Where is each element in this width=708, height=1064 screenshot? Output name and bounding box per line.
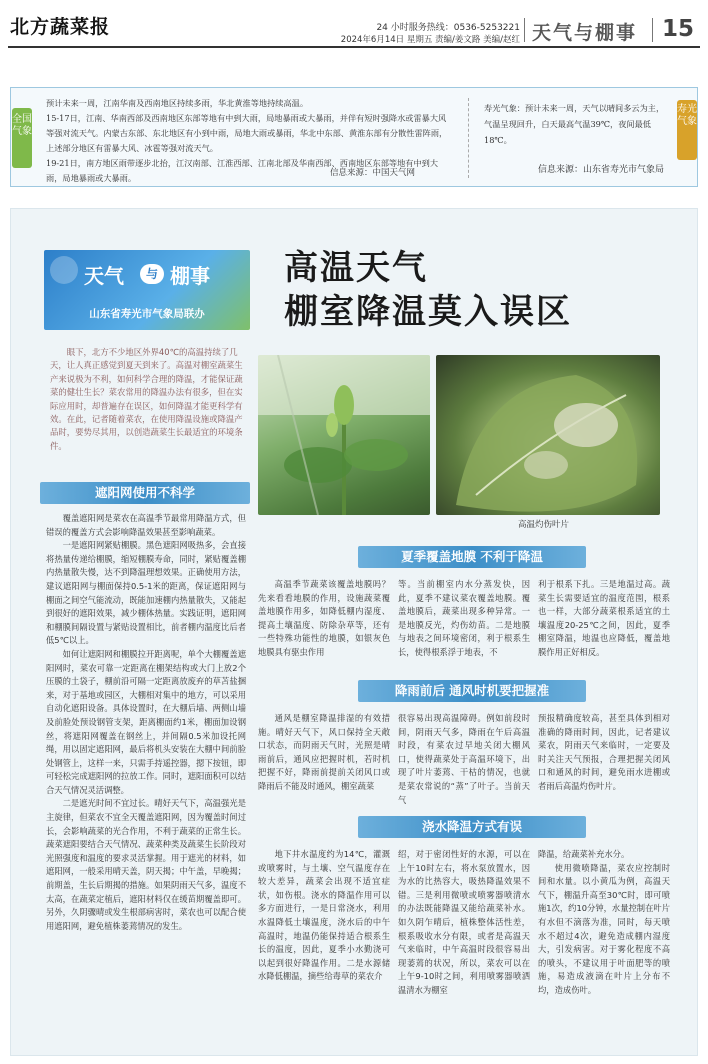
photo-caption: 高温灼伤叶片: [518, 520, 570, 530]
body-paragraph: 利于根系下扎。三是地温过高。蔬菜生长需要适宜的温度范围，根系也一样，大部分蔬菜根系适宜的土壤温度20-25℃之间，因此，夏季棚室降温，地温也应降低，覆盖地膜作用正好相反。: [538, 579, 670, 657]
body-paragraph: 降温，给蔬菜补充水分。: [538, 849, 630, 859]
scorched-leaf-photo: [436, 355, 660, 515]
cucumber-plant-photo: [258, 355, 430, 515]
headline: [284, 246, 572, 334]
section-watering-body-col-2: [398, 848, 530, 998]
body-paragraph: 绍，对于密闭性好的水源，可以在上午10时左右，将水泵放置水，因为水的比热容大，吸热降温效果不错。三是利用微喷或喷雾器喷清水的办法既能降温又能给蔬菜补水。如久阴乍晴后，植株整体活性差，根系吸收水分有限，或者是高温天气来临时，中午高温时段很容易出现萎蔫的状况，所以，菜农可以在上午9-10时之间，利用喷雾器喷洒温清水为棚室: [398, 849, 530, 995]
headline-line-2: 棚室降温莫入误区: [284, 292, 572, 332]
banner-subtitle: 山东省寿光市气象局联办: [89, 308, 205, 320]
section-mulch-body-col-1: [258, 578, 390, 660]
masthead-rule: [8, 46, 700, 48]
plant-illustration: [258, 355, 430, 515]
body-paragraph: 覆盖遮阳网是菜农在高温季节最常用降温方式，但错误的覆盖方式会影响降温效果甚至影响蔬菜。: [46, 513, 246, 537]
national-weather-tab: 全国气象: [12, 108, 32, 168]
section-header-shade-net: 遮阳网使用不科学: [40, 482, 250, 504]
body-paragraph: 等。当前棚室内水分蒸发快，因此，夏季不建议菜农覆盖地膜。覆盖地膜后，蔬菜出现多种异常。一是地膜反光，灼伤幼苗。二是地膜与地表之间环境密闭，利于根系生长，使得根系浮于地表，不: [398, 579, 530, 657]
banner-title-right: 棚事: [170, 264, 210, 288]
section-header-watering: 浇水降温方式有误: [358, 816, 586, 838]
cloud-icon: [50, 256, 78, 284]
column-banner: [44, 250, 250, 330]
divider: [468, 98, 469, 178]
divider: [652, 18, 653, 42]
section-ventilation-body-col-1: [258, 712, 390, 794]
national-weather-paragraph: 15-17日，江南、华南西部及西南地区东部等地有中到大雨，局地暴雨或大暴雨，并伴有短时强降水或雷暴大风等强对流天气。内蒙古东部、东北地区有小到中雨，局地大雨或暴雨，华北中东部、黄淮东部有分散性雷阵雨，上述部分地区有雷暴大风、冰雹等强对流天气。: [46, 113, 448, 153]
body-paragraph: 地下井水温度约为14℃，灌溉或喷雾时，与土壤、空气温度存在较大差异，蔬菜会出现不适宜症状，如伤根。浇水的降温作用可以多方面进行，一是日常浇水，利用水温降低土壤温度，浇水后的中午高温时，地温仍能保持适合根系生长的温度，因此，夏季小水勤浇可以起到很好降温作用。二是水源储水降低棚温，摘些给毒草的菜农介: [258, 849, 390, 982]
national-weather-paragraph: 预计未来一周，江南华南及西南地区持续多雨，华北黄淮等地持续高温。: [46, 98, 309, 108]
body-paragraph: 二是遮光时间不宜过长。晴好天气下，高温强光是主旋律，但菜农不宜全天覆盖遮阳网，因为覆盖时间过长，会影响蔬菜的光合作用，不利于蔬菜的正常生长。蔬菜遮阳要结合天气情况、蔬菜种类及蔬菜生长阶段对光照强度和温度的要求灵活掌握。用于遮光的材料，如遮阳网，一般采用晴天盖，阴天揭；中午盖，早晚揭；前期盖，生长后期揭的措施。如果阴雨天气多，温度不太高，在蔬菜定植后，遮阳材料仅在缓苗期覆盖即可。另外，久阴骤晴或发生根部病害时，菜农也可以配合使用遮阳网，避免植株萎蔫情况的发生。: [46, 798, 246, 931]
lead-paragraph: 眼下，北方不少地区外界40℃的高温持续了几天，让人真正感觉到夏天到来了。高温对棚室蔬菜生产来说极为不利，如何科学合理的降温，才能保证蔬菜的健壮生长？菜农常用的降温办法有很多，但在实际应用时，却普遍存在误区，如何降温才能更科学有效。在此，记者随着菜农，在使用降温设施或降温产品时，要势尽其用，以创造蔬菜生长最适宜的环境条件。: [50, 347, 243, 451]
page-number: 15: [662, 16, 695, 42]
section-header-mulch-film: 夏季覆盖地膜 不利于降温: [358, 546, 586, 568]
national-weather-source: 信息来源：中国天气网: [330, 168, 416, 178]
body-paragraph: 高温季节蔬菜该覆盖地膜吗？先来看看地膜的作用，设施蔬菜覆盖地膜作用多，如降低棚内湿度、提高土壤温度、防除杂草等，还有一些特殊功能性的地膜，如银灰色地膜具有驱虫作用: [258, 579, 390, 657]
headline-line-1: 高温天气: [284, 248, 428, 288]
section-watering-body-col-3: [538, 848, 670, 998]
section-mulch-body-col-3: [538, 578, 670, 660]
body-paragraph: 通风是棚室降温排湿的有效措施。晴好天气下，风口保持全天敞口状态，而阴雨天气时，光照是晴雨前后，通风应把握时机，若时机把握不好，降雨前提前关闭风口或降雨后不能及时通风，棚室蔬菜: [258, 713, 390, 791]
local-weather-tab: 寿光气象: [677, 100, 697, 160]
body-paragraph: 预报精确度较高，甚至具体到相对准确的降雨时间，因此，记者建议菜农，阴雨天气来临时，一定要及时关注天气预报，合理把握关闭风口和通风的时间，避免雨水进棚或者雨后高温灼伤叶片。: [538, 713, 670, 791]
body-paragraph: 使用微喷降温，菜农应控制时间和水量。以小黄瓜为例，高温天气下，棚温升高至30℃时，即可喷施1次，约10分钟，水量控制在叶片有水但不滴落为准，同时，每天喷水不超过4次，避免造成棚内湿度大，引发病害。对于雾化程度不高的喷头，不建议用于叶面肥等的喷施，易造成液滴在叶片上分布不均，造成伤叶。: [538, 862, 670, 995]
national-weather-paragraph: 19-21日，南方地区雨带逐步北抬，江汉南部、江淮西部、江南北部及华南西部、西南地区东部等地有中到大雨，局地暴雨或大暴雨。: [46, 158, 439, 183]
local-weather-source: 信息来源：山东省寿光市气象局: [538, 165, 665, 175]
dateline: 2024年6月14日 星期五 责编/姜文路 美编/赵红: [340, 35, 520, 45]
leaf-illustration: [436, 355, 660, 515]
local-weather-text: 寿光气象：预计未来一周，天气以晴间多云为主，气温呈现回升，白天最高气温39℃，夜间最低18℃。: [484, 103, 665, 145]
section-watering-body-col-1: [258, 848, 390, 984]
section-ventilation-body-col-2: [398, 712, 530, 807]
hotline: 24 小时服务热线：0536-5253221: [376, 23, 520, 33]
section-shade-net-body: [46, 512, 246, 933]
divider: [524, 18, 525, 42]
body-paragraph: 如何让遮阳网和棚膜拉开距离呢，单个大棚覆盖遮阳网时，菜农可靠一定距离在棚架结构或大门上放2个压膜的土袋子，棚前沿可隔一定距离放废弃的草苫盐捆来，对于基地或园区，大棚相对集中的地方，可以采用自动化遮阳设备。具体设置时，在大棚后墙、两侧山墙及前脸处预设钢管支架，距离棚面约1米，棚面加设钢丝，将遮阳网覆盖在钢丝上，并间隔0.5米加设托网绳，用以固定遮阳网，最后将机头安装在大棚中间前脸处钢管上，这样一来，只需手持遥控器，摁下按钮，即可轻松完成遮阳网的拉放工作。同时，遮阳面积可以结合天气情况灵活调整。: [46, 648, 246, 795]
masthead: [0, 0, 708, 46]
newspaper-logo: 北方蔬菜报: [10, 16, 111, 38]
section-ventilation-body-col-3: [538, 712, 670, 794]
body-paragraph: 很容易出现高温障碍。例如前段时间，阴雨天气多，降雨在午后高温时段，有菜农过早地关闭大棚风口，使得蔬菜处于高温环境下，出现了叶片萎蔫、干枯的情况，也就是菜农常说的“蒸”了叶子。当前天气: [398, 713, 530, 805]
body-paragraph: 一是遮阳网紧贴棚膜。黑色遮阳网吸热多，会直接将热量传递给棚膜，缩短棚膜寿命，同时，紧贴覆盖棚内热量散失慢，达不到降温理想效果。正确使用方法，建议遮阳网与棚面保持0.5-1米的距离，保证遮阳网与棚面之间空气能流动，既能加速棚内热量散失，又能起到很好的遮阳效果，减少棚体热量。实践证明，遮阳网和棚膜间隔设置与紧贴设置相比，前者棚内温度比后者低5℃以上。: [46, 540, 246, 646]
section-name: 天气与棚事: [532, 22, 638, 44]
banner-title-left: 天气: [84, 264, 124, 288]
section-mulch-body-col-2: [398, 578, 530, 660]
banner-and: 与: [140, 264, 164, 284]
section-header-ventilation: 降雨前后 通风时机要把握准: [358, 680, 586, 702]
